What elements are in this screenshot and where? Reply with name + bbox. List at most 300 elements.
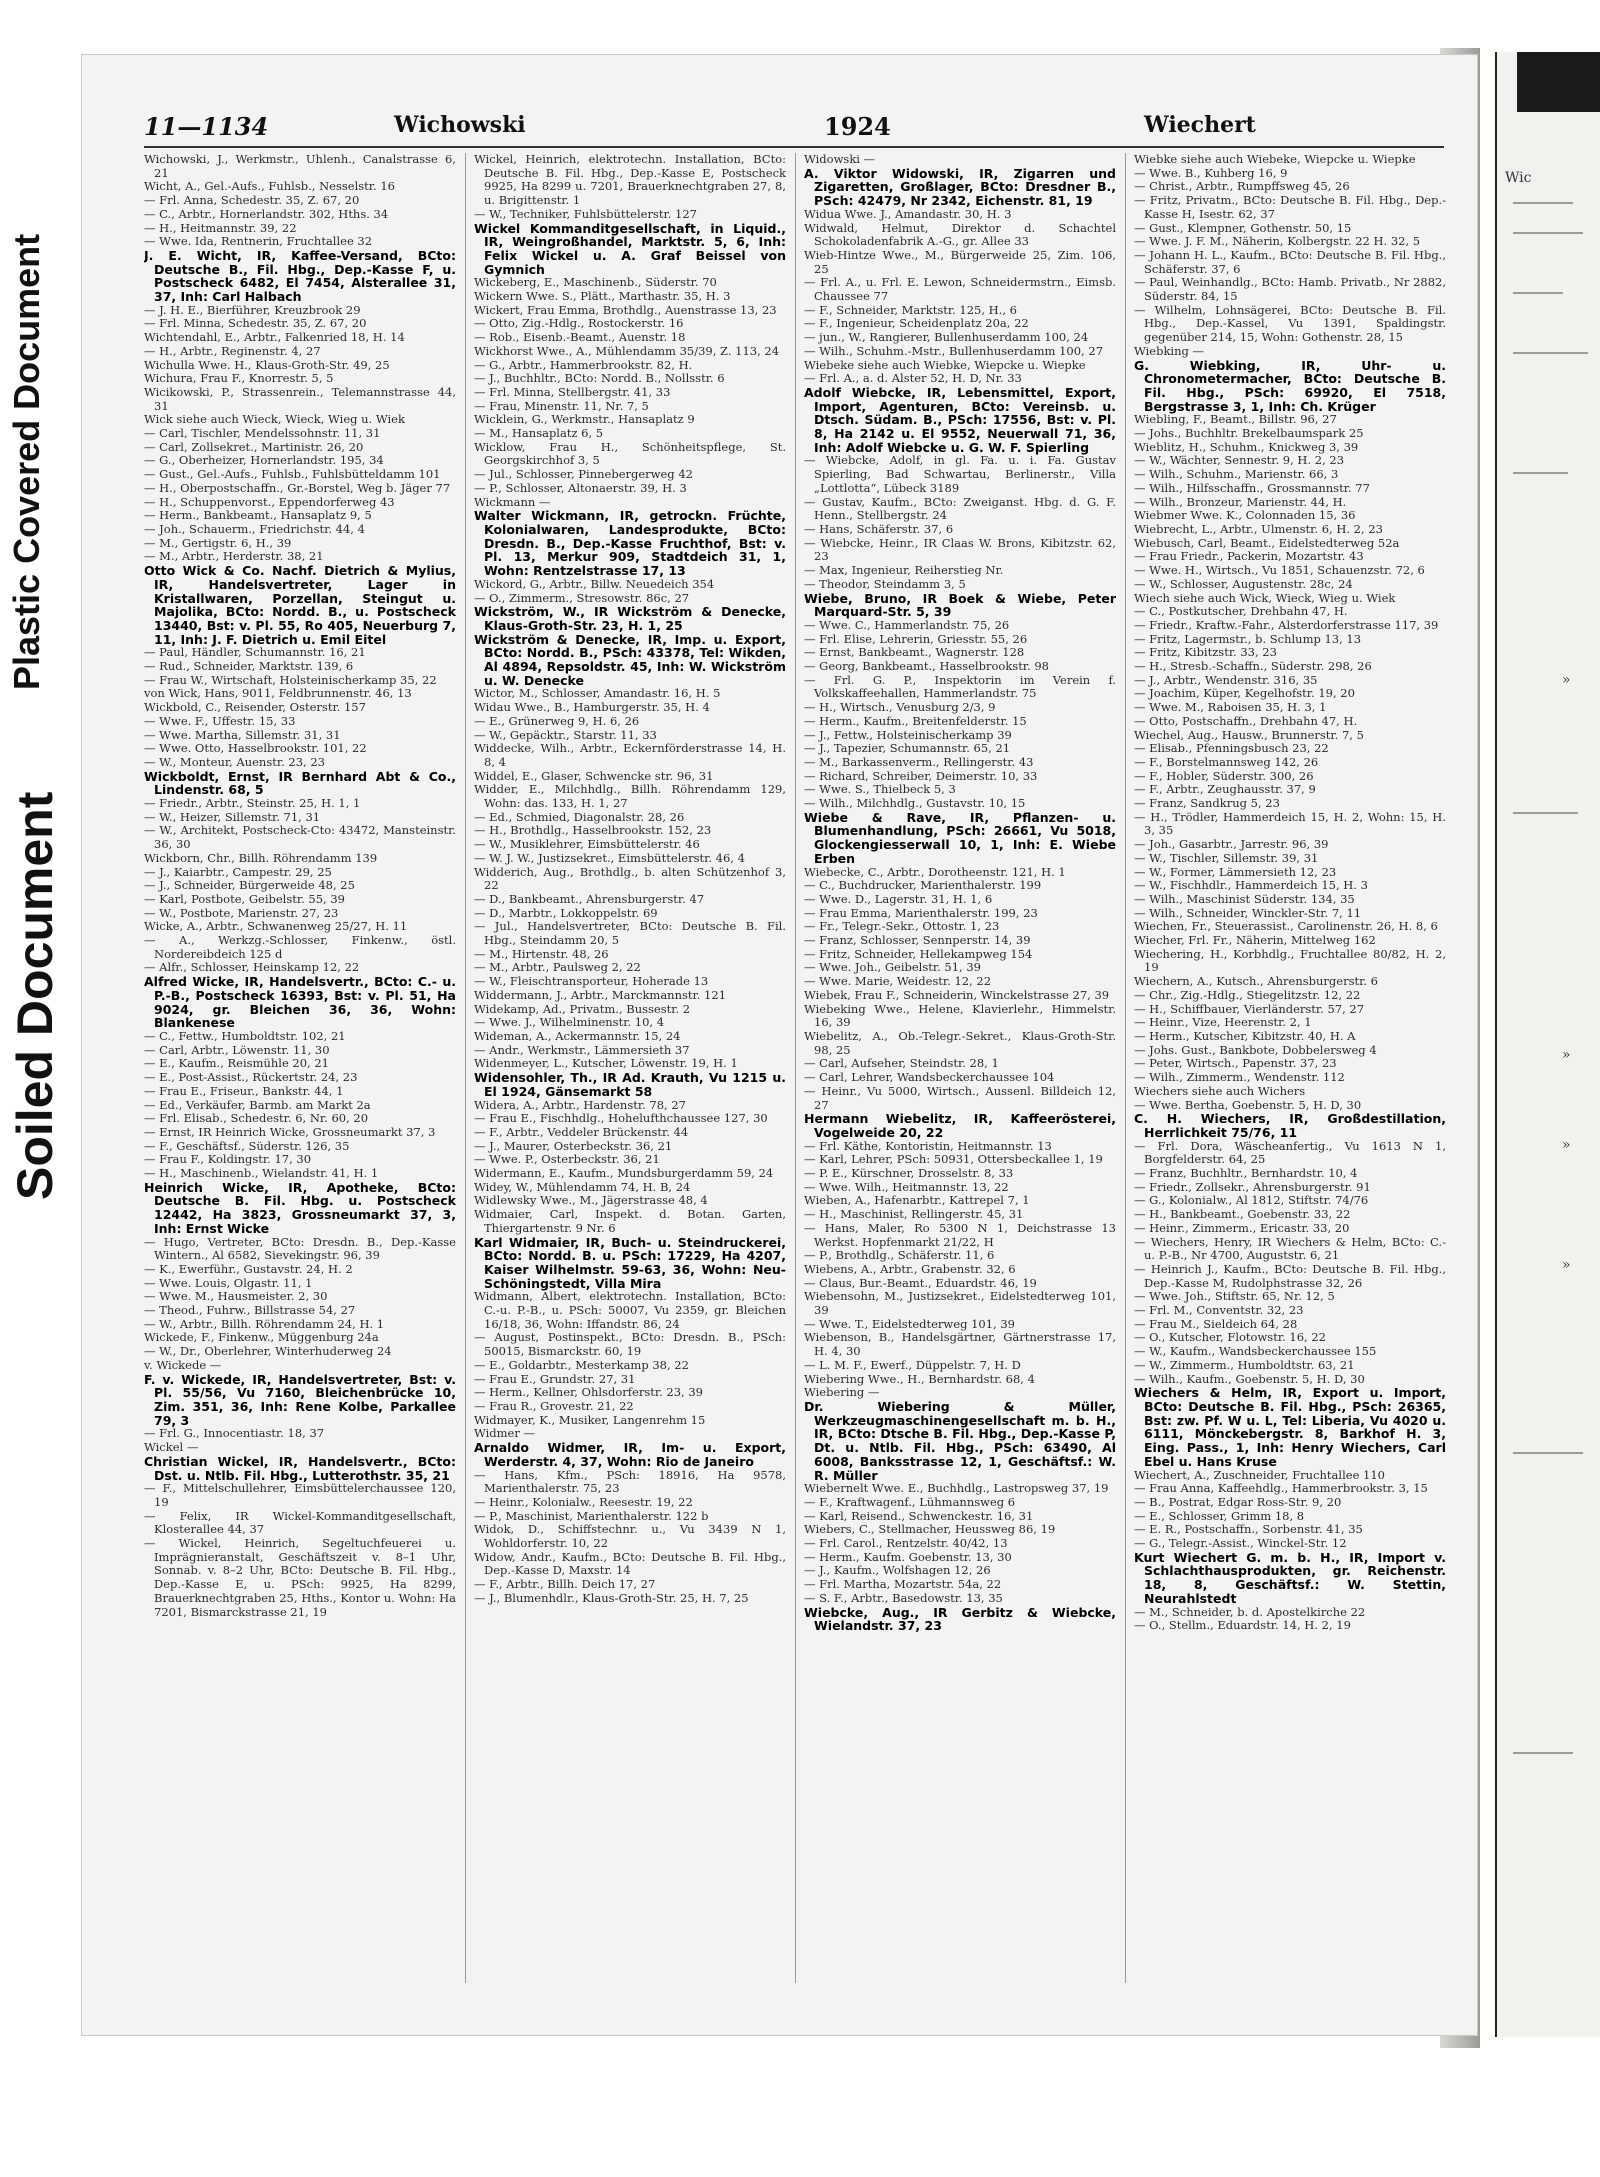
directory-entry: Widua Wwe. J., Amandastr. 30, H. 3 [804,206,1012,221]
directory-entry: — Carl, Arbtr., Löwenstr. 11, 30 [144,1042,330,1057]
directory-entry: — Fritz, Kibitzstr. 33, 23 [1134,645,1277,660]
directory-entry: — Wwe. Martha, Sillemstr. 31, 31 [144,727,341,742]
directory-entry: — Friedr., Kraftw.-Fahr., Alsterdorferstrasse 117, 39 [1134,617,1439,632]
directory-entry: Wickert, Frau Emma, Brothdlg., Auenstrasse 13, 23 [474,302,777,317]
directory-entry: Widensohler, Th., IR Ad. Krauth, Vu 1215 u. El 1924, Gänsemarkt 58 [474,1070,786,1099]
directory-entry: — H., Arbtr., Reginenstr. 4, 27 [144,343,321,358]
directory-entry: — J. H. E., Bierführer, Kreuzbrook 29 [144,302,361,317]
directory-entry: Wiebmer Wwe. K., Colonnaden 15, 36 [1134,508,1356,523]
directory-entry: — D., Marbtr., Lokkoppelstr. 69 [474,905,658,920]
directory-entry: — Herm., Kaufm., Breitenfelderstr. 15 [804,713,1027,728]
directory-entry: Wicht, A., Gel.-Aufs., Fuhlsb., Nesselstr. 16 [144,179,395,194]
directory-entry: Widmaier, Carl, Inspekt. d. Botan. Garten, Thiergartenstr. 9 Nr. 6 [474,1207,786,1235]
directory-entry: Widmer — [474,1426,536,1441]
soiled-document-label: Soiled Document [7,791,63,1200]
directory-entry: — Frl. Dora, Wäscheanfertig., Vu 1613 N 1, Borgfelderstr. 64, 25 [1134,1138,1446,1167]
directory-entry: — H., Bankbeamt., Goebenstr. 33, 22 [1134,1207,1351,1222]
directory-entry: — J., Kaiarbtr., Campestr. 29, 25 [144,864,332,879]
directory-entry: Hermann Wiebelitz, IR, Kaffeerösterei, Vogelweide 20, 22 [804,1111,1116,1140]
directory-entry: — Fr., Telegr.-Sekr., Ottostr. 1, 23 [804,919,1000,934]
directory-entry: — Frl. G. P., Inspektorin im Verein f. Volkskaffeehallen, Hammerlandstr. 75 [804,672,1116,701]
directory-entry: — J., Tapezier, Schumannstr. 65, 21 [804,741,1011,756]
directory-entry: — M., Gertigstr. 6, H., 39 [144,535,292,550]
directory-entry: — H., Maschinenb., Wielandstr. 41, H. 1 [144,1166,379,1181]
directory-entry: — Hugo, Vertreter, BCto: Dresdn. B., Dep.-Kasse Wintern., Al 6582, Sievekingstr. 96, 39 [144,1234,456,1263]
directory-entry: — Wwe. F., Uffestr. 15, 33 [144,713,296,728]
directory-entry: — Wwe. Bertha, Goebenstr. 5, H. D, 30 [1134,1097,1362,1112]
directory-entry: Heinrich Wicke, IR, Apotheke, BCto: Deutsche B. Fil. Hbg. u. Postscheck 12442, Ha 3823, Grossneumarkt 37, 3, Inh: Ernst Wicke [144,1179,456,1236]
directory-entry: — W., Schlosser, Augustenstr. 28c, 24 [1134,576,1353,591]
directory-entry: — Frau E., Fischhdlg., Hohelufthchaussee 127, 30 [474,1111,768,1126]
directory-entry: — C., Fettw., Humboldtstr. 102, 21 [144,1029,346,1043]
directory-entry: F. v. Wickede, IR, Handelsvertreter, Bst: v. Pl. 55/56, Vu 7160, Bleichenbrücke 10, Zim. 351, 36, Inh: Rene Kolbe, Parkallee 79, 3 [144,1371,456,1428]
directory-entry: Wickede, F., Finkenw., Müggenburg 24a [144,1330,379,1345]
directory-entry: — Wwe. Louis, Olgastr. 11, 1 [144,1275,313,1290]
directory-entry: — Rob., Eisenb.-Beamt., Auenstr. 18 [474,330,686,345]
adjacent-page-mark: » [1562,1257,1571,1273]
directory-entry: — W., Dr., Oberlehrer, Winterhuderweg 24 [144,1344,392,1359]
directory-entry: Arnaldo Widmer, IR, Im- u. Export, Werderstr. 4, 37, Wohn: Rio de Janeiro [474,1440,786,1469]
directory-entry: Widow, Andr., Kaufm., BCto: Deutsche B. Fil. Hbg., Dep.-Kasse D, Maxstr. 14 [474,1549,786,1578]
directory-entry: — M., Arbtr., Herderstr. 38, 21 [144,549,324,564]
directory-entry: — Frau M., Sieldeich 64, 28 [1134,1316,1298,1331]
directory-entry: — B., Postrat, Edgar Ross-Str. 9, 20 [1134,1494,1342,1509]
directory-entry: — Wwe. Marie, Weidestr. 12, 22 [804,974,992,989]
directory-entry: — Heinr., Zimmerm., Ericastr. 33, 20 [1134,1220,1350,1235]
directory-entry: — Frl. M., Conventstr. 32, 23 [1134,1303,1304,1318]
directory-entry: Wieb-Hintze Wwe., M., Bürgerweide 25, Zim. 106, 25 [804,247,1116,276]
directory-entry: Wichtendahl, E., Arbtr., Falkenried 18, H. 14 [144,330,405,345]
directory-entry: A. Viktor Widowski, IR, Zigarren und Zigaretten, Großlager, BCto: Dresdner B., PSch: 42479, Nr 2342, Eichenstr. 81, 19 [804,165,1116,209]
directory-entry: — D., Bankbeamt., Ahrensburgerstr. 47 [474,891,705,906]
directory-entry: — E., Post-Assist., Rückertstr. 24, 23 [144,1070,358,1085]
adjacent-page-dark-corner [1517,52,1600,112]
directory-entry: Wiechert, A., Zuschneider, Fruchtallee 110 [1134,1467,1385,1482]
directory-entry: Walter Wickmann, IR, getrockn. Früchte, Kolonialwaren, Landesprodukte, BCto: Dresdn. B., Dep.-Kasse Fruchthof, Bst: v. Pl. 13, Merkur 909, Stadtdeich 31, 1, Wohn: Rentzelstrasse 17, 13 [474,508,786,579]
directory-entry: — Wilh., Kaufm., Goebenstr. 5, H. D, 30 [1134,1371,1365,1386]
column-1 [144,153,456,1983]
directory-entry: Wiechel, Aug., Hausw., Brunnerstr. 7, 5 [1134,727,1364,742]
directory-entry: — Heinr., Vize, Heerenstr. 2, 1 [1134,1015,1312,1030]
directory-entry: — E. R., Postschaffn., Sorbenstr. 41, 35 [1134,1522,1363,1537]
directory-entry: — Elisab., Pfenningsbusch 23, 22 [1134,741,1329,756]
directory-entry: Widdecke, Wilh., Arbtr., Eckernförderstrasse 14, H. 8, 4 [474,741,786,769]
directory-entry: — J., Maurer, Osterbeckstr. 36, 21 [474,1138,673,1153]
directory-entry: — O., Stellm., Eduardstr. 14, H. 2, 19 [1134,1618,1351,1633]
directory-entry: Wieblitz, H., Schuhm., Knickweg 3, 39 [1134,439,1359,454]
directory-entry: — Ernst, Bankbeamt., Wagnerstr. 128 [804,645,1025,660]
first-entry-name: Wichowski [394,112,526,138]
directory-entry: — Johann H. L., Kaufm., BCto: Deutsche B. Fil. Hbg., Schäferstr. 37, 6 [1134,247,1446,276]
directory-entry: — Carl, Lehrer, Wandsbeckerchaussee 104 [804,1070,1055,1085]
directory-entry: — Jul., Schlosser, Pinnebergerweg 42 [474,467,693,482]
directory-entry: — Frau E., Grundstr. 27, 31 [474,1371,636,1386]
directory-entry: — Gust., Klempner, Gothenstr. 50, 15 [1134,220,1352,235]
directory-entry: — Frl. Elise, Lehrerin, Griesstr. 55, 26 [804,631,1028,646]
directory-entry: — F., Ingenieur, Scheidenplatz 20a, 22 [804,316,1029,331]
directory-entry: — P., Maschinist, Marienthalerstr. 122 b [474,1508,709,1523]
directory-entry: — Theod., Fuhrw., Billstrasse 54, 27 [144,1303,356,1318]
directory-entry: — Wwe. M., Raboisen 35, H. 3, 1 [1134,700,1327,715]
column-2 [474,153,786,1983]
directory-entry: Wiebecke, C., Arbtr., Dorotheenstr. 121, H. 1 [804,864,1066,879]
directory-entry: — Claus, Bur.-Beamt., Eduardstr. 46, 19 [804,1275,1037,1290]
directory-entry: — W., Monteur, Auenstr. 23, 23 [144,754,325,769]
directory-entry: — jun., W., Rangierer, Bullenhuserdamm 100, 24 [804,330,1089,345]
directory-entry: — Felix, IR Wickel-Kommanditgesellschaft, Klosterallee 44, 37 [144,1508,456,1537]
directory-entry: — Friedr., Zollsekr., Ahrensburgerstr. 91 [1134,1179,1371,1194]
directory-entry: — Frl. Käthe, Kontoristin, Heitmannstr. 13 [804,1138,1052,1153]
directory-entry: — Frau E., Friseur., Bankstr. 44, 1 [144,1083,344,1098]
directory-entry: — Joachim, Küper, Kegelhofstr. 19, 20 [1134,686,1355,701]
directory-entry: — Johs., Buchhltr. Brekelbaumspark 25 [1134,426,1364,441]
directory-entry: — Carl, Aufseher, Steindstr. 28, 1 [804,1056,999,1071]
directory-entry: — Wiechers, Henry, IR Wiechers & Helm, BCto: C.- u. P.-B., Nr 4700, Auguststr. 6, 21 [1134,1234,1446,1263]
directory-entry: Adolf Wiebcke, IR, Lebensmittel, Export, Import, Agenturen, BCto: Vereinsb. u. Dtsch. Südam. B., PSch: 17556, Bst: v. Pl. 8, Ha 2142 u. El 9552, Neuerwall 71, 36, Inh: Adolf Wiebcke u. G. W. F. Spierling [804,384,1116,455]
directory-entry: — M., Schneider, b. d. Apostelkirche 22 [1134,1604,1366,1619]
directory-entry: Wieben, A., Hafenarbtr., Kattrepel 7, 1 [804,1193,1030,1208]
adjacent-page-word: Wic [1505,170,1532,186]
directory-entry: — C., Postkutscher, Drehbahn 47, H. [1134,604,1348,619]
directory-entry: — W., Musiklehrer, Eimsbüttelerstr. 46 [474,837,700,852]
directory-entry: — E., Kaufm., Reismühle 20, 21 [144,1056,329,1071]
directory-entry: Wickström & Denecke, IR, Imp. u. Export, BCto: Nordd. B., PSch: 43378, Tel: Wikden, Al 4894, Repsoldstr. 45, Inh: W. Wickström u. W. Denecke [474,631,786,688]
directory-entry: Widdermann, J., Arbtr., Marckmannstr. 121 [474,987,727,1002]
directory-entry: — O., Zimmerm., Stresowstr. 86c, 27 [474,590,690,605]
directory-entry: — W., Tischler, Sillemstr. 39, 31 [1134,850,1319,865]
directory-entry: — F., Arbtr., Billh. Deich 17, 27 [474,1577,656,1592]
directory-entry: — Franz, Sandkrug 5, 23 [1134,796,1280,811]
directory-entry: — H., Oberpostschaffn., Gr.-Borstel, Weg b. Jäger 77 [144,480,451,495]
directory-entry: — Frl. Martha, Mozartstr. 54a, 22 [804,1577,1002,1592]
directory-entry: Widmayer, K., Musiker, Langenrehm 15 [474,1412,706,1427]
directory-entry: — E., Goldarbtr., Mesterkamp 38, 22 [474,1357,689,1372]
directory-entry: — Franz, Buchhltr., Bernhardstr. 10, 4 [1134,1166,1358,1181]
directory-entry: — W., Gepäcktr., Starstr. 11, 33 [474,727,657,742]
directory-entry: — M., Hansaplatz 6, 5 [474,426,604,441]
directory-entry: — Karl, Reisend., Schwenckestr. 16, 31 [804,1508,1034,1523]
directory-entry: — M., Hirtenstr. 48, 26 [474,946,609,961]
column-4 [1134,153,1446,1983]
directory-entry: Wiech siehe auch Wick, Wieck, Wieg u. Wiek [1134,590,1396,605]
directory-entry: Wicklow, Frau H., Schönheitspflege, St. Georgskirchhof 3, 5 [474,439,786,468]
directory-entry: Wicklein, G., Werkmstr., Hansaplatz 9 [474,412,695,427]
directory-entry: Wicke, A., Arbtr., Schwanenweg 25/27, H. 11 [144,919,408,934]
directory-entry: — H., Heitmannstr. 39, 22 [144,220,297,235]
directory-entry: Wideman, A., Ackermannstr. 15, 24 [474,1029,681,1043]
directory-entry: — Herm., Kaufm. Goebenstr. 13, 30 [804,1549,1012,1564]
directory-entry: Alfred Wicke, IR, Handelsvertr., BCto: C.- u. P.-B., Postscheck 16393, Bst: v. Pl. 51, Ha 9024, gr. Bleichen 36, 36, Wohn: Blankenese [144,974,456,1031]
column-divider [1125,153,1126,1983]
directory-entry: — Wilh., Schuhm., Marienstr. 66, 3 [1134,467,1339,482]
directory-entry: — Paul, Händler, Schumannstr. 16, 21 [144,645,366,660]
directory-entry: — Frl. G., Innocentiastr. 18, 37 [144,1426,325,1441]
directory-entry: Wickström, W., IR Wickström & Denecke, Klaus-Groth-Str. 23, H. 1, 25 [474,604,786,633]
directory-entry: — Wwe. Joh., Stiftstr. 65, Nr. 12, 5 [1134,1289,1335,1304]
directory-entry: — Wiebcke, Adolf, in gl. Fa. u. i. Fa. Gustav Spierling, Bad Schwartau, Berlinerstr., Villa „Lottlotta“, Lübeck 3189 [804,453,1116,495]
directory-entry: — Andr., Werkmstr., Lämmersieth 37 [474,1042,690,1057]
directory-entry: — C., Arbtr., Hornerlandstr. 302, Hths. 34 [144,206,389,221]
page-header [144,110,1444,148]
directory-entry: — L. M. F., Ewerf., Düppelstr. 7, H. D [804,1357,1021,1372]
directory-entry: Wicikowski, P., Strassenrein., Telemannstrasse 44, 31 [144,384,456,413]
directory-entry: — Frau Friedr., Packerin, Mozartstr. 43 [1134,549,1364,564]
directory-entry: — W., Fleischtransporteur, Hoherade 13 [474,974,709,989]
directory-entry: Widowski — [804,153,876,166]
plastic-covered-label: Plastic Covered Document [6,233,47,690]
directory-entry: — Wilh., Zimmerm., Wendenstr. 112 [1134,1070,1345,1085]
directory-entry: — Christ., Arbtr., Rumpffsweg 45, 26 [1134,179,1350,194]
directory-entry: — Hans, Kfm., PSch: 18916, Ha 9578, Marienthalerstr. 75, 23 [474,1467,786,1496]
directory-entry: — Frau Emma, Marienthalerstr. 199, 23 [804,905,1038,920]
directory-entry: — H., Schiffbauer, Vierländerstr. 57, 27 [1134,1001,1365,1016]
directory-entry: — J., Blumenhdlr., Klaus-Groth-Str. 25, H. 7, 25 [474,1590,749,1605]
adjacent-page-mark: » [1562,672,1571,688]
directory-entry: Wiebens, A., Arbtr., Grabenstr. 32, 6 [804,1261,1016,1276]
directory-entry: Wiebelitz, A., Ob.-Telegr.-Sekret., Klaus-Groth-Str. 98, 25 [804,1029,1116,1057]
directory-entry: — Joh., Schauerm., Friedrichstr. 44, 4 [144,521,365,536]
page-reference: 11—1134 [144,112,269,141]
directory-entry: — W., Postbote, Marienstr. 27, 23 [144,905,339,920]
directory-entry: — Chr., Zig.-Hdlg., Stiegelitzstr. 12, 22 [1134,987,1361,1002]
directory-entry: — Herm., Bankbeamt., Hansaplatz 9, 5 [144,508,372,523]
directory-entry: Wiebering — [804,1385,880,1400]
directory-entry: — W., Heizer, Sillemstr. 71, 31 [144,809,321,824]
directory-entry: — F., Mittelschullehrer, Eimsbüttelerchaussee 120, 19 [144,1481,456,1509]
directory-entry: Wiebke siehe auch Wiebeke, Wiepcke u. Wiepke [1134,153,1416,166]
directory-entry: — K., Ewerführ., Gustavstr. 24, H. 2 [144,1261,353,1276]
directory-entry: — W., Zimmerm., Humboldtstr. 63, 21 [1134,1357,1355,1372]
directory-entry: — Wwe. Wilh., Heitmannstr. 13, 22 [804,1179,1009,1194]
directory-entry: — Wwe. J., Wilhelminenstr. 10, 4 [474,1015,665,1030]
directory-entry: — P., Schlosser, Altonaerstr. 39, H. 3 [474,480,687,495]
directory-entry: — Frau W., Wirtschaft, Holsteinischerkamp 35, 22 [144,672,437,687]
directory-entry: — Fritz, Schneider, Hellekampweg 154 [804,946,1033,961]
adjacent-page-mark: » [1562,1137,1571,1153]
directory-entry: — Alfr., Schlosser, Heinskamp 12, 22 [144,960,360,975]
directory-entry: — Wilhelm, Lohnsägerei, BCto: Deutsche B. Fil. Hbg., Dep.-Kassel, Vu 1391, Spaldingstr. gegenüber 214, 15, Wohn: Gothenstr. 28, 15 [1134,302,1446,345]
directory-entry: — Gustav, Kaufm., BCto: Zweiganst. Hbg. d. G. F. Henn., Stellbergstr. 24 [804,494,1116,523]
directory-entry: — Wiebcke, Heinr., IR Claas W. Brons, Kibitzstr. 62, 23 [804,535,1116,564]
directory-entry: — C., Buchdrucker, Marienthalerstr. 199 [804,878,1042,893]
directory-entry: — Hans, Maler, Ro 5300 N 1, Deichstrasse 13 Werkst. Hopfenmarkt 21/22, H [804,1220,1116,1249]
directory-entry: — H., Trödler, Hammerdeich 15, H. 2, Wohn: 15, H. 3, 35 [1134,809,1446,838]
directory-entry: Widlewsky Wwe., M., Jägerstrasse 48, 4 [474,1193,708,1208]
directory-entry: Wickboldt, Ernst, IR Bernhard Abt & Co., Lindenstr. 68, 5 [144,768,456,798]
directory-entry: — F., Hobler, Süderstr. 300, 26 [1134,768,1314,783]
directory-entry: — P., Brothdlg., Schäferstr. 11, 6 [804,1248,995,1263]
directory-entry: Wiebusch, Carl, Beamt., Eidelstedterweg 52a [1134,535,1400,550]
directory-entry: Wickhorst Wwe., A., Mühlendamm 35/39, Z. 113, 24 [474,343,780,358]
directory-entry: Widdel, E., Glaser, Schwencke str. 96, 31 [474,768,714,783]
directory-entry: — Wilh., Schuhm.-Mstr., Bullenhuserdamm 100, 27 [804,343,1104,358]
directory-entry: — J., Arbtr., Wendenstr. 316, 35 [1134,672,1318,687]
directory-entry: — M., Arbtr., Paulsweg 2, 22 [474,960,641,975]
directory-entry: — Heinr., Kolonialw., Reesestr. 19, 22 [474,1494,693,1509]
directory-entry: Wiebking — [1134,343,1205,358]
directory-entry: — G., Telegr.-Assist., Winckel-Str. 12 [1134,1536,1347,1551]
directory-entry: Wiechers & Helm, IR, Export u. Import, BCto: Deutsche B. Fil. Hbg., PSch: 26365, Bst: zw. Pf. W u. L, Tel: Liberia, Vu 4020 u. 6111, Mönckebergstr. 8, Barkhof H. 3, Eing. Pass., 1, Inh: Henry Wiechers, Carl Ebel u. Hans Kruse [1134,1385,1446,1469]
directory-entry: Widekamp, Ad., Privatm., Bussestr. 2 [474,1001,691,1016]
directory-entry: — F., Arbtr., Zeughausstr. 37, 9 [1134,782,1316,797]
directory-entry: — Wwe. Ida, Rentnerin, Fruchtallee 32 [144,234,373,249]
directory-entry: Widmann, Albert, elektrotechn. Installation, BCto: C.-u. P.-B., u. PSch: 50007, Vu 2359, gr. Bleichen 16/18, 36, Wohn: Iffandstr. 86, 24 [474,1289,786,1331]
directory-entry: — W. J. W., Justizsekret., Eimsbüttelerstr. 46, 4 [474,850,745,865]
directory-entry: Widder, E., Milchhdlg., Billh. Röhrendamm 129, Wohn: das. 133, H. 1, 27 [474,782,786,811]
directory-entry: C. H. Wiechers, IR, Großdestillation, Herrlichkeit 75/76, 11 [1134,1111,1446,1140]
directory-entry: — Rud., Schneider, Marktstr. 139, 6 [144,659,354,674]
directory-entry: — E., Grünerweg 9, H. 6, 26 [474,713,640,728]
directory-entry: — Wwe. P., Osterbeckstr. 36, 21 [474,1152,660,1167]
directory-entry: — Max, Ingenieur, Reiherstieg Nr. [804,563,1004,578]
directory-entry: — W., Wächter, Sennestr. 9, H. 2, 23 [1134,453,1345,468]
directory-entry: Wichulla Wwe. H., Klaus-Groth-Str. 49, 25 [144,357,390,372]
directory-entry: Widenmeyer, L., Kutscher, Löwenstr. 19, H. 1 [474,1056,738,1071]
directory-entry: Dr. Wiebering & Müller, Werkzeugmaschinengesellschaft m. b. H., IR, BCto: Dtsche B. Fil. Hbg., Dep.-Kasse P, Dt. u. Ntlb. Fil. Hbg., PSch: 63490, Al 6008, Banksstrasse 12, 1, Geschäftsf.: W. R. Müller [804,1398,1116,1483]
directory-year: 1924 [824,112,891,141]
directory-entry: — J., Schneider, Bürgerweide 48, 25 [144,878,355,893]
directory-entry: — Carl, Tischler, Mendelssohnstr. 11, 31 [144,426,381,441]
directory-entry: — F., Geschäftsf., Süderstr. 126, 35 [144,1138,350,1153]
directory-entry: Wichura, Frau F., Knorrestr. 5, 5 [144,371,334,386]
directory-entry: Wiebling, F., Beamt., Billstr. 96, 27 [1134,412,1337,427]
directory-entry: Wiechern, A., Kutsch., Ahrensburgerstr. 6 [1134,974,1378,989]
directory-entry: — Frl. Minna, Schedestr. 35, Z. 67, 20 [144,316,367,331]
directory-entry: — Otto, Zig.-Hdlg., Rostockerstr. 16 [474,316,684,331]
directory-entry: — W., Former, Lämmersieth 12, 23 [1134,864,1337,879]
directory-entry: — Fritz, Lagermstr., b. Schlump 13, 13 [1134,631,1362,646]
directory-entry: — G., Oberheizer, Hornerlandstr. 195, 34 [144,453,384,468]
directory-entry: Wiebers, C., Stellmacher, Heussweg 86, 19 [804,1522,1056,1537]
directory-entry: Wiebeke siehe auch Wiebke, Wiepcke u. Wiepke [804,357,1086,372]
directory-entry: — Ed., Verkäufer, Barmb. am Markt 2a [144,1097,371,1112]
directory-entry: Wickord, G., Arbtr., Billw. Neuedeich 354 [474,576,715,591]
directory-entry: Wiebcke, Aug., IR Gerbitz & Wiebcke, Wielandstr. 37, 23 [804,1604,1116,1634]
directory-entry: — Karl, Lehrer, PSch: 50931, Ottersbeckallee 1, 19 [804,1152,1103,1167]
column-divider [795,153,796,1983]
directory-entry: — Wwe. Otto, Hasselbrookstr. 101, 22 [144,741,367,756]
directory-entry: Wichowski, J., Werkmstr., Uhlenh., Canalstrasse 6, 21 [144,153,456,180]
directory-entry: — F., Kraftwagenf., Lühmannsweg 6 [804,1494,1016,1509]
directory-entry: Wiebering Wwe., H., Bernhardstr. 68, 4 [804,1371,1035,1386]
directory-entry: — Wickel, Heinrich, Segeltuchfeuerei u. Imprägnieranstalt, Geschäftszeit v. 8–1 Uhr, Sonnab. v. 8–2 Uhr, BCto: Deutsche B. Fil. Hbg., Dep.-Kasse E, u. PSch: 9925, Ha 8299, Brauerknechtgraben 25, Hths., Kontor u. Wohn: Ha 7201, Bismarckstrasse 21, 19 [144,1536,456,1619]
directory-entry: — Johs. Gust., Bankbote, Dobbelersweg 4 [1134,1042,1377,1057]
directory-entry: — Frl. Elisab., Schedestr. 6, Nr. 60, 20 [144,1111,369,1126]
directory-entry: Wickeberg, E., Maschinenb., Süderstr. 70 [474,275,717,290]
directory-entry: — Peter, Wirtsch., Papenstr. 37, 23 [1134,1056,1337,1071]
column-divider [465,153,466,1983]
directory-entry: — W., Arbtr., Billh. Röhrendamm 24, H. 1 [144,1316,385,1331]
directory-entry: — G., Arbtr., Hammerbrookstr. 82, H. [474,357,693,372]
directory-entry: von Wick, Hans, 9011, Feldbrunnenstr. 46, 13 [144,686,412,701]
directory-entry: — Frau, Minenstr. 11, Nr. 7, 5 [474,398,649,413]
directory-entry: — W., Architekt, Postscheck-Cto: 43472, Mansteinstr. 36, 30 [144,823,456,852]
column-3 [804,153,1116,1983]
directory-entry: Otto Wick & Co. Nachf. Dietrich & Mylius, IR, Handelsvertreter, Lager in Kristallwaren, Porzellan, Steingut u. Majolika, BCto: Nordd. B., u. Postscheck 13440, Bst: v. Pl. 55, Ro 405, Neuerburg 7, 11, Inh: J. F. Dietrich u. Emil Eitel [144,563,456,647]
directory-entry: — Wilh., Schneider, Winckler-Str. 7, 11 [1134,905,1362,920]
adjacent-page [1495,52,1600,2037]
directory-entry: Widok, D., Schiffstechnr. u., Vu 3439 N 1, Wohldorferstr. 10, 22 [474,1522,786,1551]
directory-entry: — Wwe. B., Kuhberg 16, 9 [1134,165,1288,180]
directory-entry: — Theodor, Steindamm 3, 5 [804,576,966,591]
directory-entry: — F., Schneider, Marktstr. 125, H., 6 [804,302,1017,317]
directory-entry: Widderich, Aug., Brothdlg., b. alten Schützenhof 3, 22 [474,864,786,893]
directory-entry: — Wilh., Bronzeur, Marienstr. 44, H. [1134,494,1347,509]
directory-entry: — Otto, Postschaffn., Drehbahn 47, H. [1134,713,1358,728]
directory-entry: Widera, A., Arbtr., Hardenstr. 78, 27 [474,1097,686,1112]
directory-entry: — S. F., Arbtr., Basedowstr. 13, 35 [804,1590,1003,1605]
directory-entry: — Georg, Bankbeamt., Hasselbrookstr. 98 [804,659,1049,674]
directory-entry: — Joh., Gasarbtr., Jarrestr. 96, 39 [1134,837,1329,852]
directory-entry: — Frl. Minna, Stellbergstr. 41, 33 [474,384,671,399]
directory-entry: — Frau Anna, Kaffeehdlg., Hammerbrookstr. 3, 15 [1134,1481,1428,1496]
directory-entry: — Wwe. S., Thielbeck 5, 3 [804,782,956,797]
directory-entry: Widwald, Helmut, Direktor d. Schachtel Schokoladenfabrik A.-G., gr. Allee 33 [804,220,1116,249]
directory-entry: Christian Wickel, IR, Handelsvertr., BCto: Dst. u. Ntlb. Fil. Hbg., Lutterothstr. 35, 21 [144,1453,456,1483]
directory-entry: — E., Schlosser, Grimm 18, 8 [1134,1508,1305,1523]
directory-entry: Wickborn, Chr., Billh. Röhrendamm 139 [144,850,378,865]
directory-entry: — Franz, Schlosser, Sennperstr. 14, 39 [804,933,1031,948]
directory-entry: Wickbold, C., Reisender, Osterstr. 157 [144,700,366,715]
directory-entry: — G., Kolonialw., Al 1812, Stiftstr. 74/76 [1134,1193,1369,1208]
directory-entry: Wictor, M., Schlosser, Amandastr. 16, H. 5 [474,686,721,701]
directory-entry: — H., Maschinist, Rellingerstr. 45, 31 [804,1207,1024,1222]
directory-entry: — Wilh., Maschinist Süderstr. 134, 35 [1134,891,1355,906]
directory-entry: — Wwe. H., Wirtsch., Vu 1851, Schauenzstr. 72, 6 [1134,563,1425,578]
directory-entry: — Frau R., Grovestr. 21, 22 [474,1398,634,1413]
directory-entry: — Heinrich J., Kaufm., BCto: Deutsche B. Fil. Hbg., Dep.-Kasse M, Rudolphstrasse 32, 26 [1134,1261,1446,1290]
directory-entry: — Hans, Schäferstr. 37, 6 [804,521,954,536]
directory-entry: — Frl. Carol., Rentzelstr. 40/42, 13 [804,1536,1008,1551]
directory-entry: — Wilh., Hilfsschaffn., Grossmannstr. 77 [1134,480,1370,495]
directory-entry: — H., Brothdlg., Hasselbrookstr. 152, 23 [474,823,712,838]
directory-entry: G. Wiebking, IR, Uhr- u. Chronometermacher, BCto: Deutsche B. Fil. Hbg., PSch: 69920, El 7518, Bergstrasse 3, 1, Inh: Ch. Krüger [1134,357,1446,414]
directory-entry: — Carl, Zollsekret., Martinistr. 26, 20 [144,439,364,454]
directory-entry: — Frau F., Koldingstr. 17, 30 [144,1152,312,1167]
directory-entry: — J., Fettw., Holsteinischerkamp 39 [804,727,1012,742]
side-label [0,0,75,1230]
directory-entry: Widermann, E., Kaufm., Mundsburgerdamm 59, 24 [474,1166,774,1181]
directory-entry: J. E. Wicht, IR, Kaffee-Versand, BCto: Deutsche B., Fil. Hbg., Dep.-Kasse F, u. Postscheck 6482, El 7454, Alsterallee 31, 37, Inh: Carl Halbach [144,247,456,305]
directory-entry: — Friedr., Arbtr., Steinstr. 25, H. 1, 1 [144,796,361,811]
directory-entry: — Wwe. T., Eidelstedterweg 101, 39 [804,1316,1015,1331]
directory-entry: Wiebe, Bruno, IR Boek & Wiebe, Peter Marquard-Str. 5, 39 [804,590,1116,620]
directory-entry: Kurt Wiechert G. m. b. H., IR, Import v. Schlachthausprodukten, gr. Reichenstr. 18, 8, Geschäftsf.: W. Stettin, Neurahlstedt [1134,1549,1446,1606]
directory-entry: Wiecher, Frl. Fr., Näherin, Mittelweg 162 [1134,933,1376,948]
directory-entry: Wickel Kommanditgesellschaft, in Liquid., IR, Weingroßhandel, Marktstr. 5, 6, Inh: Felix Wickel u. A. Graf Beissel von Gymnich [474,220,786,277]
directory-entry: Widau Wwe., B., Hamburgerstr. 35, H. 4 [474,700,710,715]
directory-entry: — F., Arbtr., Veddeler Brückenstr. 44 [474,1124,689,1139]
directory-entry: — Karl, Postbote, Geibelstr. 55, 39 [144,891,345,906]
directory-entry: — M., Barkassenverm., Rellingerstr. 43 [804,754,1034,769]
directory-entry: — Paul, Weinhandlg., BCto: Hamb. Privatb., Nr 2882, Süderstr. 84, 15 [1134,275,1446,304]
directory-entry: — W., Kaufm., Wandsbeckerchaussee 155 [1134,1344,1377,1359]
directory-entry: — Herm., Kellner, Ohlsdorferstr. 23, 39 [474,1385,703,1400]
directory-entry: Wickern Wwe. S., Plätt., Marthastr. 35, H. 3 [474,289,731,304]
directory-entry: — Frl. Anna, Schedestr. 35, Z. 67, 20 [144,193,360,208]
directory-entry: Karl Widmaier, IR, Buch- u. Steindruckerei, BCto: Nordd. B. u. PSch: 17229, Ha 4207, Kaiser Wilhelmstr. 59-63, 36, Wohn: Neu-Schöningstedt, Villa Mira [474,1234,786,1291]
directory-entry: — J., Kaufm., Wolfshagen 12, 26 [804,1563,991,1578]
directory-entry: Wickel — [144,1440,199,1455]
directory-entry: — Wwe. M., Hausmeister. 2, 30 [144,1289,328,1304]
directory-entry: — Frl. A., u. Frl. E. Lewon, Schneidermstrn., Eimsb. Chaussee 77 [804,275,1116,304]
directory-entry: — Wilh., Milchhdlg., Gustavstr. 10, 15 [804,796,1026,811]
directory-entry: — O., Kutscher, Flotowstr. 16, 22 [1134,1330,1326,1345]
directory-entry: Wickmann — [474,494,551,509]
directory-entry: — W., Fischhdlr., Hammerdeich 15, H. 3 [1134,878,1368,893]
directory-entry: — August, Postinspekt., BCto: Dresdn. B., PSch: 50015, Bismarckstr. 60, 19 [474,1330,786,1359]
directory-entry: — Wwe. C., Hammerlandstr. 75, 26 [804,617,1010,632]
